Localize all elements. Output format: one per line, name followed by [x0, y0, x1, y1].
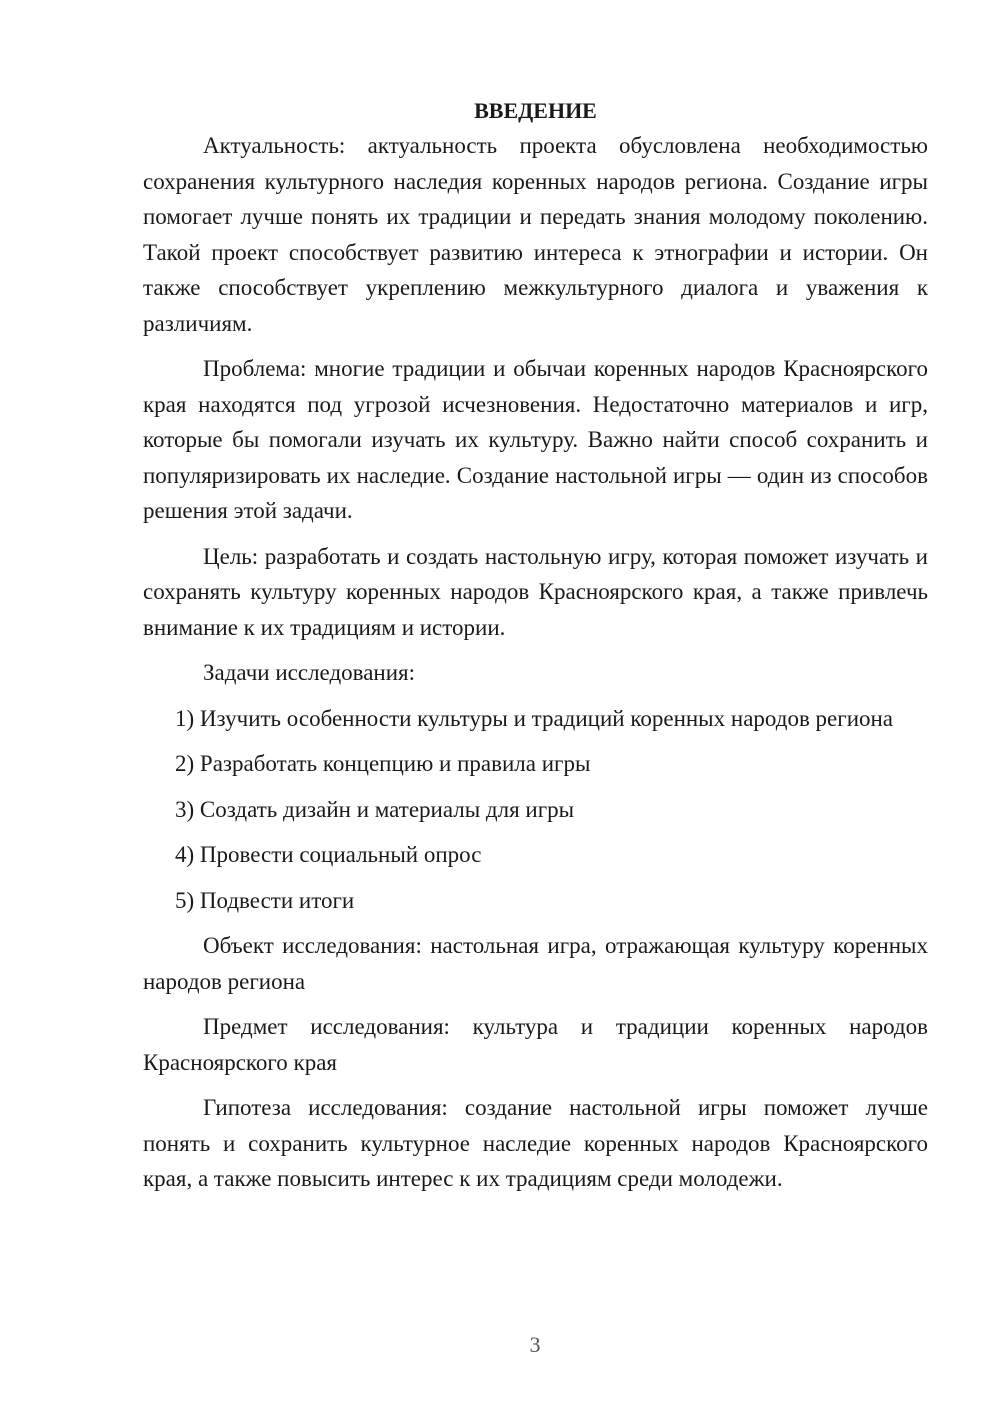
- tasks-list: [143, 701, 928, 919]
- relevance-paragraph: Актуальность: актуальность проекта обусловлена необходимостью сохранения культурного наследия коренных народов региона. Создание игры помогает лучше понять их традиции и передать знания молодому поколению. Такой проект способствует развитию интереса к этнографии и истории. Он также способствует укреплению межкультурного диалога и уважения к различиям.: [143, 133, 928, 336]
- document-page: [143, 93, 928, 1197]
- hypothesis-paragraph: Гипотеза исследования: создание настольной игры поможет лучше понять и сохранить культурное наследие коренных народов Красноярского края, а также повысить интерес к их традициям среди молодежи.: [143, 1095, 928, 1191]
- goal-paragraph: Цель: разработать и создать настольную игру, которая поможет изучать и сохранять культуру коренных народов Красноярского края, а также привлечь внимание к их традициям и истории.: [143, 543, 928, 640]
- object-paragraph: Объект исследования: настольная игра, отражающая культуру коренных народов региона: [143, 933, 928, 994]
- task-item: 5) Подвести итоги: [175, 887, 355, 913]
- page-number: 3: [529, 1332, 541, 1357]
- tasks-heading: Задачи исследования:: [203, 660, 416, 685]
- section-title: ВВЕДЕНИЕ: [474, 98, 597, 123]
- task-item: 1) Изучить особенности культуры и традиций коренных народов региона: [175, 705, 894, 731]
- task-item: 4) Провести социальный опрос: [175, 842, 482, 867]
- task-item: 3) Создать дизайн и материалы для игры: [175, 796, 575, 822]
- subject-paragraph: Предмет исследования: культура и традиции коренных народов Красноярского края: [143, 1014, 928, 1075]
- problem-paragraph: Проблема: многие традиции и обычаи коренных народов Красноярского края находятся под угрозой исчезновения. Недостаточно материалов и игр, которые бы помогали изучать их культуру. Важно найти способ сохранить и популяризировать их наследие. Создание настольной игры — один из способов решения этой задачи.: [143, 356, 928, 523]
- task-item: 2) Разработать концепцию и правила игры: [175, 751, 591, 776]
